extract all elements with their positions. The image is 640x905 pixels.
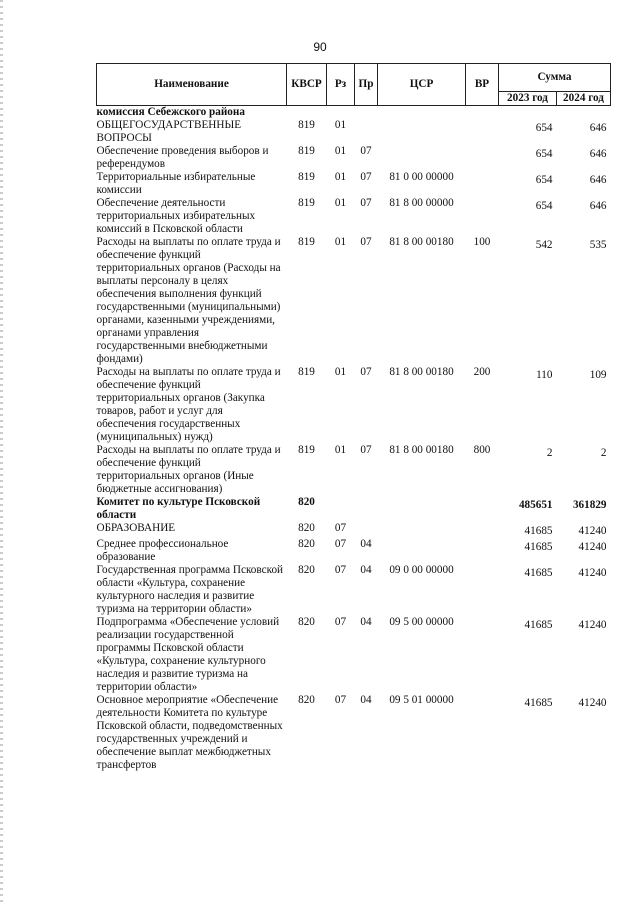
cell-pr: 04 xyxy=(360,616,372,628)
cell-kvsr: 820 xyxy=(298,496,315,508)
cell-2024: 646 xyxy=(589,122,607,134)
header-csr: ЦСР xyxy=(378,64,466,106)
cell-kvsr: 820 xyxy=(298,564,315,576)
cell-kvsr: 820 xyxy=(298,538,315,550)
cell-kvsr: 819 xyxy=(298,171,315,183)
cell-2024: 41240 xyxy=(578,525,607,537)
cell-name: Государственная программа Псковской области «Культура, сохранение культурного наследия и развитие туризма на территории области» xyxy=(96,564,284,615)
table-row xyxy=(97,197,611,236)
cell-vr xyxy=(466,119,499,145)
cell-2024: 41240 xyxy=(578,541,607,553)
cell-rz: 07 xyxy=(334,522,347,534)
table-row xyxy=(97,119,611,145)
cell-2023: 41685 xyxy=(524,697,553,709)
cell-2023: 654 xyxy=(535,122,553,134)
cell-kvsr: 819 xyxy=(298,119,315,131)
cell-csr xyxy=(378,538,466,564)
cell-kvsr: 819 xyxy=(298,145,315,157)
cell-vr: 800 xyxy=(473,444,491,456)
cell-kvsr: 819 xyxy=(298,444,315,456)
cell-kvsr xyxy=(287,106,327,120)
cell-2023: 2 xyxy=(546,447,553,459)
cell-name: ОБРАЗОВАНИЕ xyxy=(96,522,176,534)
cell-rz: 01 xyxy=(334,145,347,157)
cell-pr: 07 xyxy=(360,197,372,209)
header-rz: Рз xyxy=(327,64,355,106)
cell-csr: 81 8 00 00180 xyxy=(389,444,454,456)
cell-pr: 04 xyxy=(360,694,372,706)
cell-rz: 01 xyxy=(334,366,347,378)
cell-name: Основное мероприятие «Обеспечение деятельности Комитета по культуре Псковской области, подведомственных государственных учреждений и обеспечение выплат межбюджетных трансфертов xyxy=(96,694,283,771)
budget-table xyxy=(96,63,611,772)
cell-vr xyxy=(466,538,499,564)
cell-name: Обеспечение проведения выборов и референдумов xyxy=(96,145,269,170)
table-row xyxy=(97,106,611,120)
cell-vr xyxy=(466,616,499,694)
cell-2023: 485651 xyxy=(518,499,553,511)
cell-kvsr: 819 xyxy=(298,236,315,248)
cell-vr xyxy=(466,197,499,236)
cell-2024: 41240 xyxy=(578,619,607,631)
cell-pr: 07 xyxy=(360,236,372,248)
cell-csr xyxy=(378,119,466,145)
cell-2024: 535 xyxy=(589,239,607,251)
cell-rz: 01 xyxy=(334,444,347,456)
cell-vr xyxy=(466,496,499,522)
table-row xyxy=(97,444,611,496)
table-row xyxy=(97,366,611,444)
cell-csr xyxy=(378,496,466,522)
cell-name: Обеспечение деятельности территориальных избирательных комиссий в Псковской области xyxy=(96,197,256,235)
cell-pr: 07 xyxy=(360,145,372,157)
table-row xyxy=(97,522,611,538)
cell-2023: 654 xyxy=(535,174,553,186)
table-row xyxy=(97,145,611,171)
cell-kvsr: 820 xyxy=(298,522,315,534)
cell-kvsr: 820 xyxy=(298,694,315,706)
cell-pr xyxy=(355,106,378,120)
cell-pr: 07 xyxy=(360,366,372,378)
cell-csr: 09 5 00 00000 xyxy=(389,616,454,628)
cell-vr xyxy=(466,171,499,197)
cell-2023 xyxy=(499,106,557,120)
cell-2024: 109 xyxy=(589,369,607,381)
cell-2024: 646 xyxy=(589,148,607,160)
header-name: Наименование xyxy=(97,64,287,106)
scan-edge xyxy=(0,0,3,905)
cell-name: ОБЩЕГОСУДАРСТВЕННЫЕ ВОПРОСЫ xyxy=(96,119,242,144)
cell-name: Расходы на выплаты по оплате труда и обеспечение функций территориальных органов (Иные бюджетные ассигнования) xyxy=(96,444,281,495)
cell-pr xyxy=(355,496,378,522)
table-row xyxy=(97,171,611,197)
cell-2024: 646 xyxy=(589,200,607,212)
cell-vr xyxy=(466,564,499,616)
cell-name: Среднее профессиональное образование xyxy=(96,538,229,563)
cell-rz: 07 xyxy=(334,694,347,706)
cell-kvsr: 820 xyxy=(298,616,315,628)
page-number: 90 xyxy=(313,40,327,54)
table-row xyxy=(97,564,611,616)
cell-csr: 81 8 00 00180 xyxy=(389,236,454,248)
cell-rz: 01 xyxy=(334,119,347,131)
cell-vr: 100 xyxy=(473,236,491,248)
table-row xyxy=(97,694,611,772)
cell-rz xyxy=(327,106,355,120)
cell-2024 xyxy=(557,106,611,120)
cell-pr xyxy=(355,522,378,538)
cell-pr: 07 xyxy=(360,444,372,456)
header-sum: Сумма xyxy=(499,64,611,92)
cell-csr xyxy=(378,106,466,120)
cell-csr: 81 8 00 00000 xyxy=(389,197,454,209)
cell-name: Расходы на выплаты по оплате труда и обеспечение функций территориальных органов (Расходы на выплаты персоналу в целях обеспечения выполнения функций государственными (муниципальными) органами, казенными учреждениями, органами управления государственными внебюджетными фондами) xyxy=(96,236,281,365)
cell-2023: 110 xyxy=(536,369,553,381)
cell-2023: 41685 xyxy=(524,541,553,553)
cell-2023: 41685 xyxy=(524,567,553,579)
cell-rz: 07 xyxy=(334,564,347,576)
cell-2023: 41685 xyxy=(524,619,553,631)
cell-name: Территориальные избирательные комиссии xyxy=(96,171,256,196)
table-row xyxy=(97,496,611,522)
table-row xyxy=(97,616,611,694)
cell-vr xyxy=(466,522,499,538)
cell-pr: 04 xyxy=(360,564,372,576)
cell-rz: 01 xyxy=(334,171,347,183)
cell-vr xyxy=(466,106,499,120)
header-vr: ВР xyxy=(466,64,499,106)
cell-2024: 41240 xyxy=(578,567,607,579)
cell-csr xyxy=(378,145,466,171)
header-2024: 2024 год xyxy=(557,92,611,106)
cell-name: Подпрограмма «Обеспечение условий реализации государственной программы Псковской области «Культура, сохранение культурного наследия и развитие туризма на территории области» xyxy=(96,616,280,693)
cell-pr: 04 xyxy=(360,538,372,550)
cell-csr: 81 0 00 00000 xyxy=(389,171,454,183)
cell-kvsr: 819 xyxy=(298,197,315,209)
header-2023: 2023 год xyxy=(499,92,557,106)
cell-rz: 07 xyxy=(334,538,347,550)
cell-2023: 542 xyxy=(535,239,553,251)
cell-csr: 09 5 01 00000 xyxy=(389,694,454,706)
cell-2024: 361829 xyxy=(572,499,607,511)
cell-name: Комитет по культуре Псковской области xyxy=(96,496,261,521)
cell-2024: 646 xyxy=(589,174,607,186)
cell-csr: 81 8 00 00180 xyxy=(389,366,454,378)
cell-rz: 07 xyxy=(334,616,347,628)
cell-vr xyxy=(466,694,499,772)
cell-2023: 654 xyxy=(535,148,553,160)
cell-2024: 41240 xyxy=(578,697,607,709)
header-kvsr: КВСР xyxy=(287,64,327,106)
table-body xyxy=(97,106,611,773)
cell-pr xyxy=(355,119,378,145)
table-row xyxy=(97,538,611,564)
cell-vr xyxy=(466,145,499,171)
cell-2023: 654 xyxy=(535,200,553,212)
cell-csr: 09 0 00 00000 xyxy=(389,564,454,576)
header-pr: Пр xyxy=(355,64,378,106)
cell-name: Расходы на выплаты по оплате труда и обеспечение функций территориальных органов (Закупка товаров, работ и услуг для обеспечения государственных (муниципальных) нужд) xyxy=(96,366,281,443)
cell-kvsr: 819 xyxy=(298,366,315,378)
cell-pr: 07 xyxy=(360,171,372,183)
cell-csr xyxy=(378,522,466,538)
table-row xyxy=(97,236,611,366)
cell-vr: 200 xyxy=(473,366,491,378)
cell-rz: 01 xyxy=(334,197,347,209)
cell-2024: 2 xyxy=(600,447,607,459)
cell-rz xyxy=(327,496,355,522)
cell-rz: 01 xyxy=(334,236,347,248)
cell-2023: 41685 xyxy=(524,525,553,537)
cell-name: комиссия Себежского района xyxy=(96,106,245,118)
